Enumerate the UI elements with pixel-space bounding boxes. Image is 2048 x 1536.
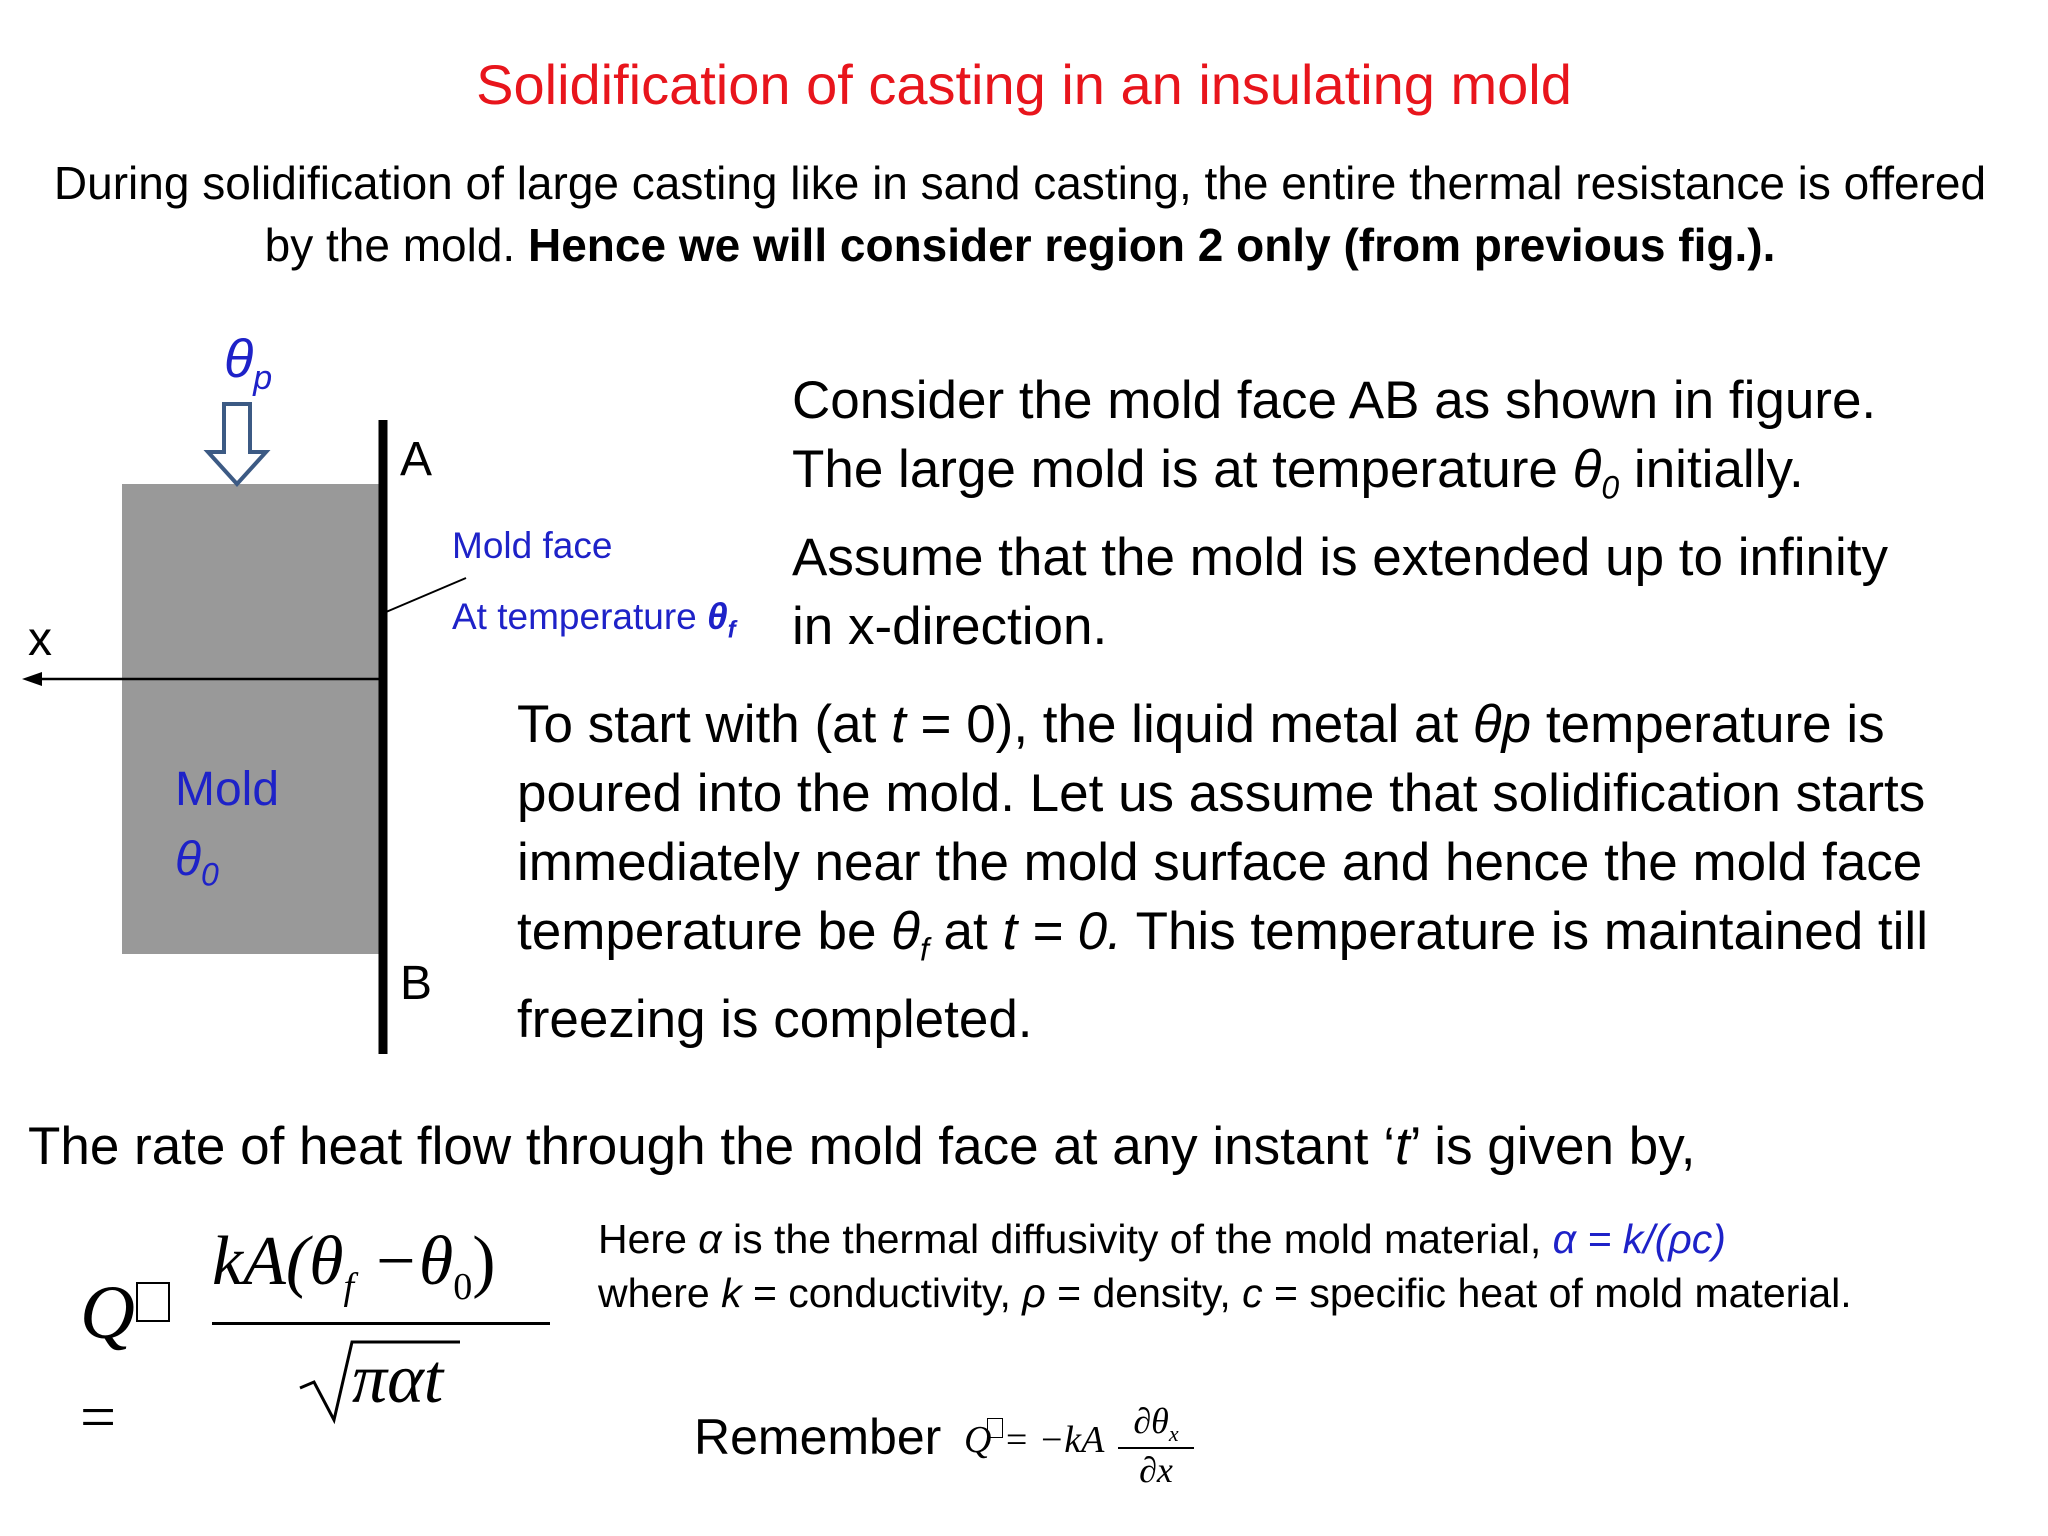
remember-label: Remember bbox=[694, 1409, 942, 1465]
intro-bold: Hence we will consider region 2 only (from previous fig.). bbox=[528, 219, 1776, 271]
mold-label: Mold $\theta_0$ bbox=[175, 763, 280, 893]
label-b: B bbox=[400, 957, 433, 1010]
equation-numerator: $kA(\theta_f -\theta_0)$ bbox=[212, 1223, 496, 1308]
equation-equals: = bbox=[80, 1381, 117, 1452]
intro-plain: During solidification of large casting like in sand casting, the entire thermal resistance is offered by the mold. bbox=[53, 157, 1987, 271]
label-a: A bbox=[400, 433, 433, 486]
slide-title: Solidification of casting in an insulating mold bbox=[476, 53, 1572, 116]
mold-face-label: Mold face bbox=[452, 525, 613, 566]
diffusivity-note: Here α is the thermal diffusivity of the mold material, α = k/(ρc) where k = conductivity, ρ = density, c = specific heat of mold material. bbox=[598, 1216, 1852, 1316]
equation-lhs: Q bbox=[80, 1271, 135, 1355]
paragraph-2: To start with (at t = 0), the liquid metal at θp temperature is poured into the mold. Let us assume that solidification starts immediately near the mold surface and hence the mold face temperature be $\theta_f$ at t = 0. This temperature is maintained till freezing is completed. bbox=[517, 695, 1928, 1049]
remember-equation: Q = −kA bbox=[964, 1419, 1105, 1461]
paragraph-3: The rate of heat flow through the mold face at any instant ‘t’ is given by, bbox=[28, 1117, 1696, 1176]
theta-p-label: $\theta_p$ bbox=[224, 329, 273, 397]
at-temperature-label: At temperature $\theta_f$ bbox=[452, 596, 736, 644]
label-x: x bbox=[28, 613, 52, 666]
remember-fraction: $\partial\theta_x$ ∂x bbox=[1118, 1400, 1194, 1491]
paragraph-1: Consider the mold face AB as shown in figure. The large mold is at temperature $\theta_0$ initially. Assume that the mold is extended up to infinity in x-direction. bbox=[792, 371, 1888, 656]
equation-denominator: παt bbox=[352, 1341, 444, 1418]
